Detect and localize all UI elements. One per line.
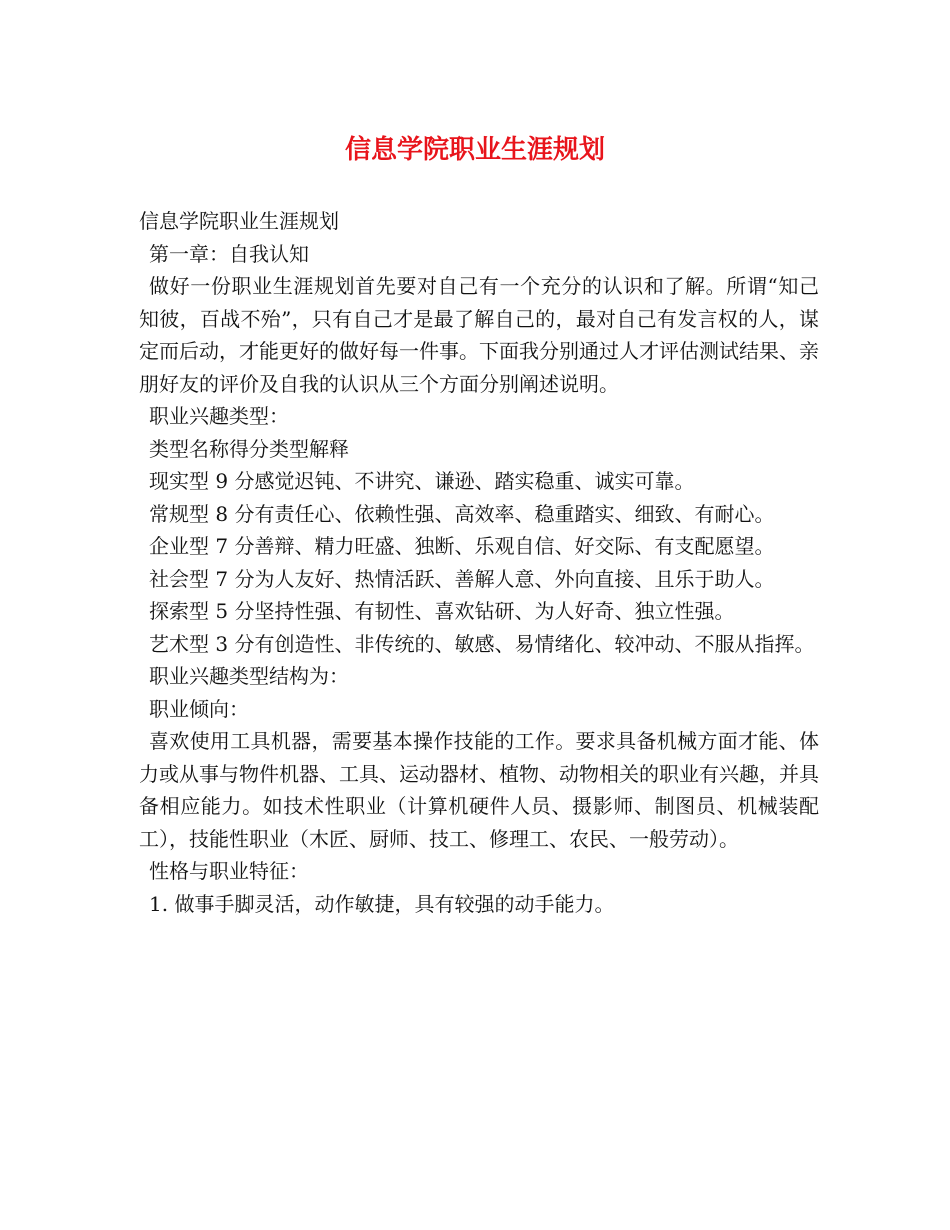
document-title: 信息学院职业生涯规划 — [344, 135, 605, 165]
document-body — [139, 205, 819, 920]
body-heading: 信息学院职业生涯规划 — [139, 209, 339, 233]
interest-row-realistic: 现实型 9 分感觉迟钝、不讲究、谦逊、踏实稳重、诚实可靠。 — [149, 469, 695, 493]
personality-heading: 性格与职业特征： — [149, 859, 309, 883]
interest-structure-heading: 职业兴趣类型结构为： — [149, 664, 349, 688]
personality-item-1: 1. 做事手脚灵活，动作敏捷，具有较强的动手能力。 — [149, 891, 615, 916]
career-tendency-heading: 职业倾向： — [149, 696, 249, 721]
interest-row-investigative: 探索型 5 分坚持性强、有韧性、喜欢钻研、为人好奇、独立性强。 — [149, 599, 735, 623]
interest-row-enterprising: 企业型 7 分善辩、精力旺盛、独断、乐观自信、好交际、有支配愿望。 — [149, 534, 775, 558]
interest-row-social: 社会型 7 分为人友好、热情活跃、善解人意、外向直接、且乐于助人。 — [149, 566, 775, 591]
interest-type-heading: 职业兴趣类型： — [149, 404, 289, 428]
career-tendency-paragraph: 喜欢使用工具机器，需要基本操作技能的工作。要求具备机械方面才能、体力或从事与物件机器、工具、运动器材、植物、动物相关的职业有兴趣，并具备相应能力。如技术性职业（计算机硬件人员、摄影师、制图员、机械装配工），技能性职业（木匠、厨师、技工、修理工、农民、一般劳动）。 — [139, 729, 819, 851]
chapter-heading: 第一章：自我认知 — [149, 241, 309, 266]
interest-row-artistic: 艺术型 3 分有创造性、非传统的、敏感、易情绪化、较冲动、不服从指挥。 — [149, 631, 815, 656]
intro-paragraph: 做好一份职业生涯规划首先要对自己有一个充分的认识和了解。所谓“知己知彼，百战不殆”，只有自己才是最了解自己的，最对自己有发言权的人，谋定而后动，才能更好的做好每一件事。下面我分别通过人才评估测试结果、亲朋好友的评价及自我的认识从三个方面分别阐述说明。 — [139, 274, 819, 396]
interest-row-conventional: 常规型 8 分有责任心、依赖性强、高效率、稳重踏实、细致、有耐心。 — [149, 501, 775, 526]
interest-table-header: 类型名称得分类型解释 — [149, 436, 349, 461]
